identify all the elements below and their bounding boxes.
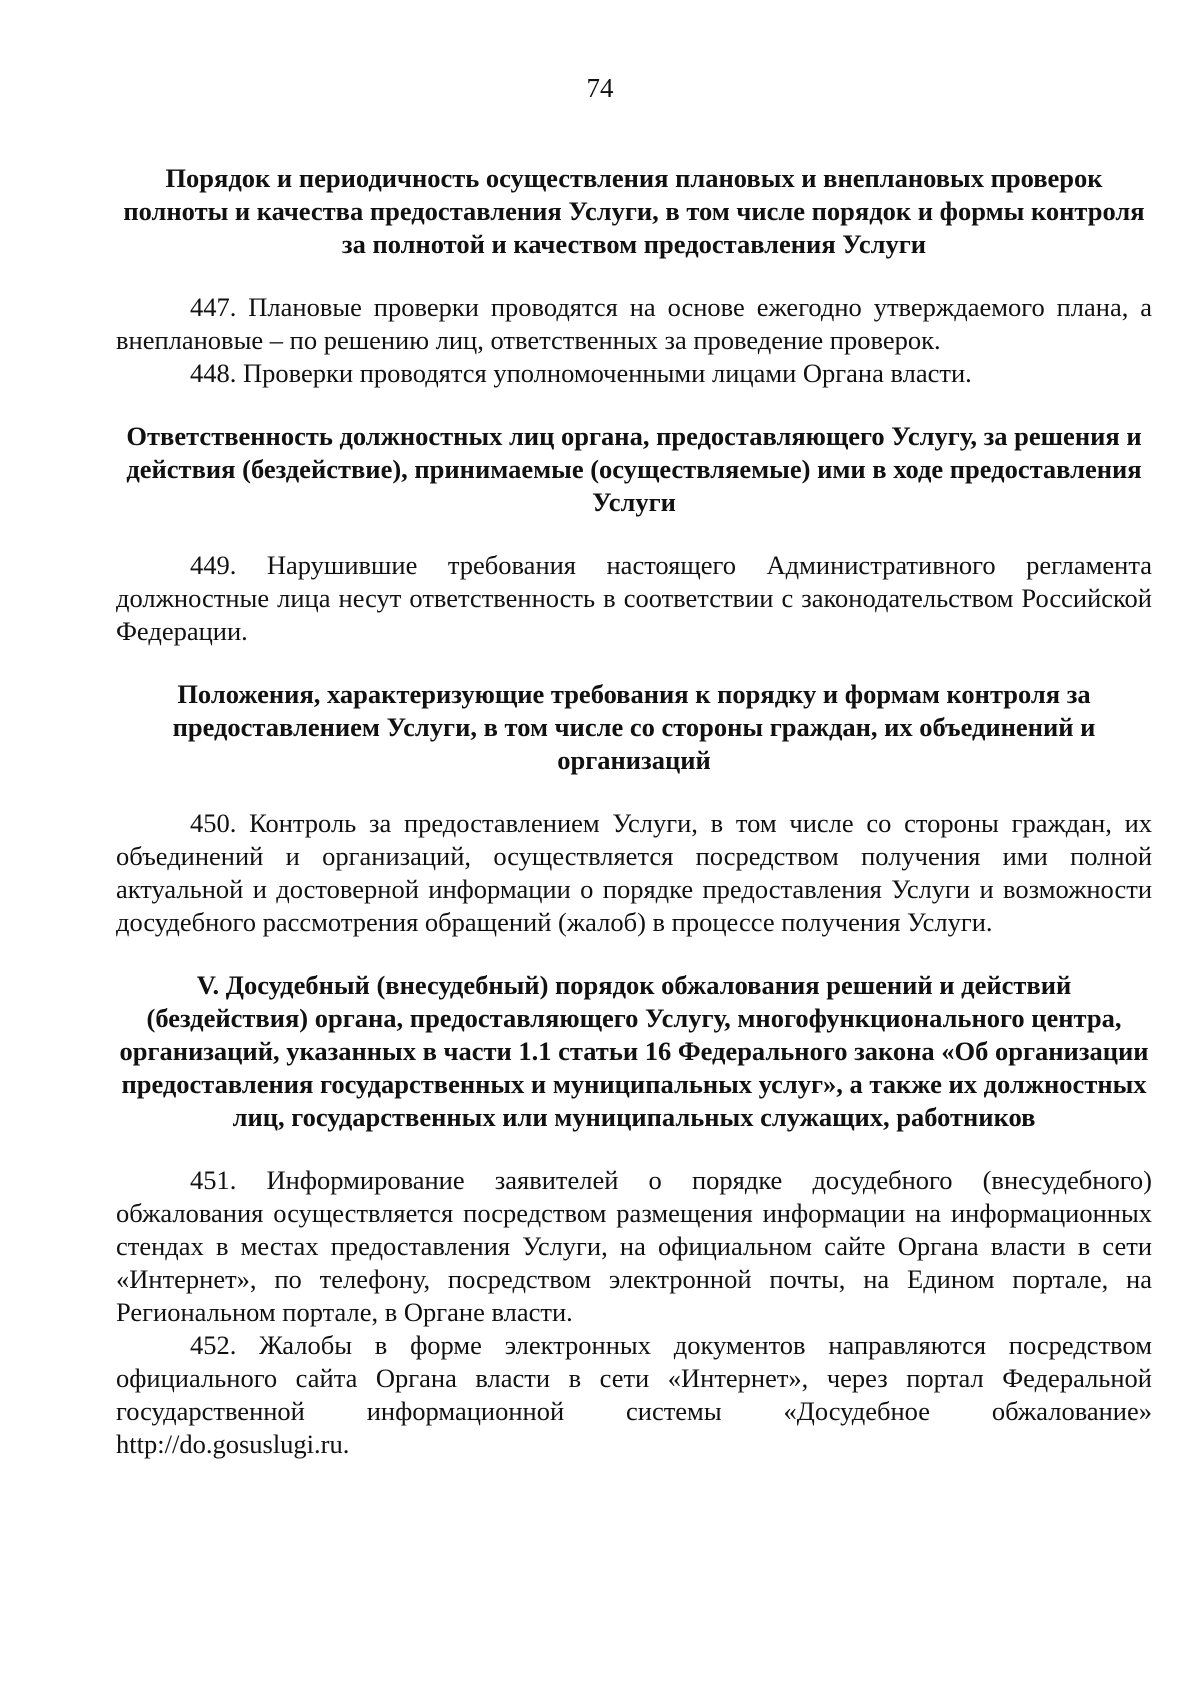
section-heading: Положения, характеризующие требования к порядку и формам контроля за предоставлением Услуги, в том числе со стороны граждан, их объединений и организаций (172, 679, 1096, 775)
paragraph-447: 447. Плановые проверки проводятся на основе ежегодно утверждаемого плана, а внеплановые – по решению лиц, ответственных за проведение проверок. (116, 292, 1152, 355)
section-inspections (116, 162, 1152, 390)
section-responsibility (116, 420, 1152, 648)
paragraph-451: 451. Информирование заявителей о порядке досудебного (внесудебного) обжалования осуществляется посредством размещения информации на информационных стендах в местах предоставления Услуги, на официальном сайте Органа власти в сети «Интернет», по телефону, посредством электронной почты, на Едином портале, на Региональном портале, в Органе власти. (116, 1165, 1152, 1327)
section-control-requirements (116, 678, 1152, 939)
paragraph-450: 450. Контроль за предоставлением Услуги, в том числе со стороны граждан, их объединений и организаций, осуществляется посредством получения ими полной актуальной и достоверной информации о порядке предоставления Услуги и возможности досудебного рассмотрения обращений (жалоб) в процессе получения Услуги. (116, 808, 1152, 937)
section-heading: Порядок и периодичность осуществления плановых и внеплановых проверок полноты и качества предоставления Услуги, в том числе порядок и формы контроля за полнотой и качеством предоставления Услуги (123, 163, 1145, 259)
paragraph-448: 448. Проверки проводятся уполномоченными лицами Органа власти. (190, 358, 972, 388)
section-pretrial-appeal (116, 969, 1152, 1461)
section-heading: V. Досудебный (внесудебный) порядок обжалования решений и действий (бездействия) органа, предоставляющего Услугу, многофункционального центра, организаций, указанных в части 1.1 статьи 16 Федерального закона «Об организации предоставления государственных и муниципальных услуг», а также их должностных лиц, государственных или муниципальных служащих, работников (119, 970, 1149, 1132)
section-heading: Ответственность должностных лиц органа, предоставляющего Услугу, за решения и действия (бездействие), принимаемые (осуществляемые) ими в ходе предоставления Услуги (126, 421, 1142, 517)
paragraph-452: 452. Жалобы в форме электронных документов направляются посредством официального сайта Органа власти в сети «Интернет», через портал Федеральной государственной информационной системы «Досудебное обжалование» http://do.gosuslugi.ru. (116, 1330, 1152, 1459)
paragraph-449: 449. Нарушившие требования настоящего Административного регламента должностные лица несут ответственность в соответствии с законодательством Российской Федерации. (116, 550, 1152, 646)
page-number: 74 (586, 73, 614, 103)
document-body (116, 162, 1152, 1461)
